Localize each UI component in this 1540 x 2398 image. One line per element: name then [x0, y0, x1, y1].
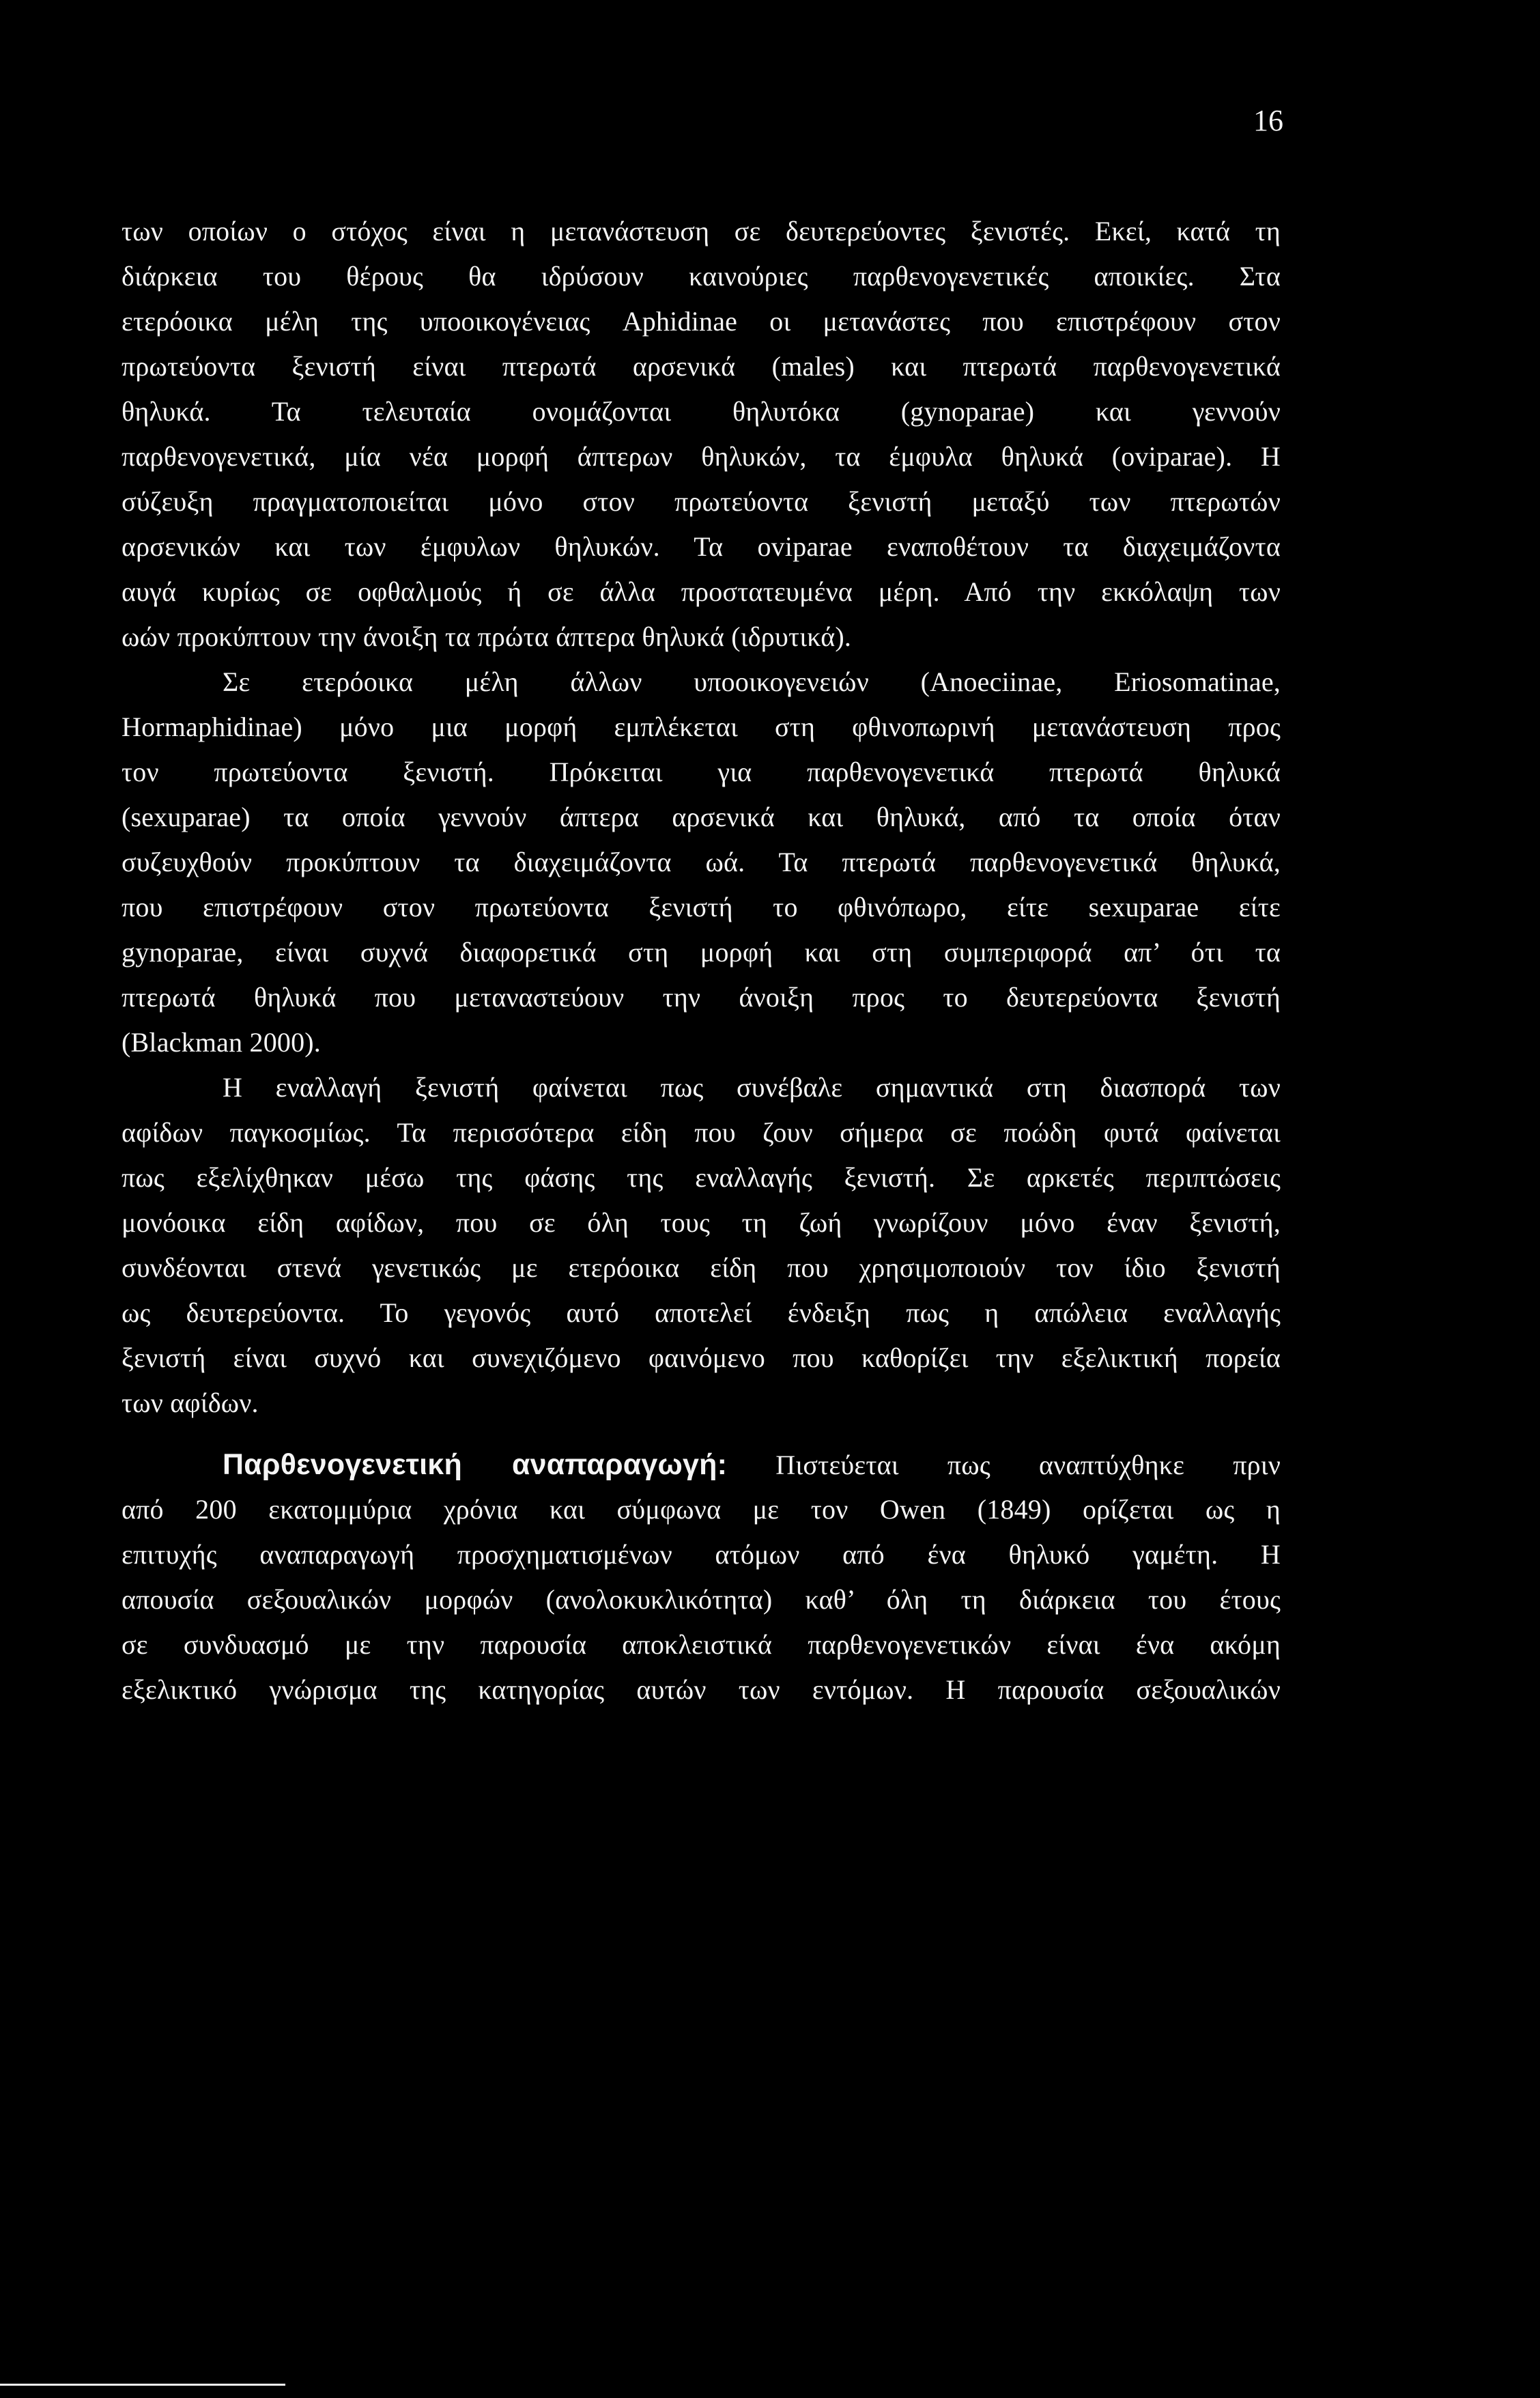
- text-line: εξελικτικό γνώρισμα της κατηγορίας αυτών των εντόμων. Η παρουσία σεξουαλικών: [122, 1674, 1281, 1705]
- text-line: ετερόοικα μέλη της υποοικογένειας Aphidinae οι μετανάστες που επιστρέφουν στον: [122, 306, 1281, 337]
- text-line: (Blackman 2000).: [122, 1027, 322, 1058]
- section-heading-rest: Πιστεύεται πως αναπτύχθηκε πριν: [775, 1450, 1281, 1480]
- text-line: πως εξελίχθηκαν μέσω της φάσης της εναλλαγής ξενιστή. Σε αρκετές περιπτώσεις: [122, 1162, 1281, 1193]
- text-line: συζευχθούν προκύπτουν τα διαχειμάζοντα ωά. Τα πτερωτά παρθενογενετικά θηλυκά,: [122, 847, 1281, 877]
- text-line: ωών προκύπτουν την άνοιξη τα πρώτα άπτερα θηλυκά (ιδρυτικά).: [122, 621, 852, 652]
- text-line: μονόοικα είδη αφίδων, που σε όλη τους τη ζωή γνωρίζουν μόνο έναν ξενιστή,: [122, 1207, 1281, 1238]
- text-line: (sexuparae) τα οποία γεννούν άπτερα αρσενικά και θηλυκά, από τα οποία όταν: [122, 802, 1281, 832]
- text-line: των οποίων ο στόχος είναι η μετανάστευση σε δευτερεύοντες ξενιστές. Εκεί, κατά τη: [122, 216, 1281, 246]
- section-heading: Παρθενογενετική αναπαραγωγή:: [223, 1448, 728, 1481]
- text-line: αυγά κυρίως σε οφθαλμούς ή σε άλλα προστατευμένα μέρη. Από την εκκόλαψη των: [122, 576, 1281, 607]
- footnote-rule: [0, 2384, 285, 2386]
- text-line: πτερωτά θηλυκά που μεταναστεύουν την άνοιξη προς το δευτερεύοντα ξενιστή: [122, 982, 1281, 1013]
- text-line: ξενιστή είναι συχνό και συνεχιζόμενο φαινόμενο που καθορίζει την εξελικτική πορεία: [122, 1342, 1281, 1373]
- text-line: θηλυκά. Τα τελευταία ονομάζονται θηλυτόκα (gynoparae) και γεννούν: [122, 396, 1281, 427]
- text-line: αρσενικών και των έμφυλων θηλυκών. Τα oviparae εναποθέτουν τα διαχειμάζοντα: [122, 531, 1281, 562]
- text-line: Hormaphidinae) μόνο μια μορφή εμπλέκεται στη φθινοπωρινή μετανάστευση προς: [122, 711, 1281, 742]
- text-line: σύζευξη πραγματοποιείται μόνο στον πρωτεύοντα ξενιστή μεταξύ των πτερωτών: [122, 486, 1281, 517]
- text-line: συνδέονται στενά γενετικώς με ετερόοικα είδη που χρησιμοποιούν τον ίδιο ξενιστή: [122, 1252, 1281, 1283]
- text-line: από 200 εκατομμύρια χρόνια και σύμφωνα με τον Owen (1849) ορίζεται ως η: [122, 1494, 1281, 1525]
- text-line: Σε ετερόοικα μέλη άλλων υποοικογενειών (Anoeciinae, Eriosomatinae,: [223, 666, 1281, 697]
- text-line: ως δευτερεύοντα. Το γεγονός αυτό αποτελεί ένδειξη πως η απώλεια εναλλαγής: [122, 1297, 1281, 1328]
- text-line: σε συνδυασμό με την παρουσία αποκλειστικά παρθενογενετικών είναι ένα ακόμη: [122, 1629, 1281, 1660]
- text-line: που επιστρέφουν στον πρωτεύοντα ξενιστή το φθινόπωρο, είτε sexuparae είτε: [122, 892, 1281, 922]
- text-line: πρωτεύοντα ξενιστή είναι πτερωτά αρσενικά (males) και πτερωτά παρθενογενετικά: [122, 351, 1281, 382]
- text-line: επιτυχής αναπαραγωγή προσχηματισμένων ατόμων από ένα θηλυκό γαμέτη. Η: [122, 1539, 1281, 1570]
- text-line: των αφίδων.: [122, 1387, 259, 1418]
- text-line: gynoparae, είναι συχνά διαφορετικά στη μορφή και στη συμπεριφορά απ’ ότι τα: [122, 937, 1281, 968]
- section-first-line: [122, 1447, 1281, 1482]
- text-line: απουσία σεξουαλικών μορφών (ανολοκυκλικότητα) καθ’ όλη τη διάρκεια του έτους: [122, 1584, 1281, 1615]
- text-line: διάρκεια του θέρους θα ιδρύσουν καινούριες παρθενογενετικές αποικίες. Στα: [122, 261, 1281, 292]
- text-line: αφίδων παγκοσμίως. Τα περισσότερα είδη που ζουν σήμερα σε ποώδη φυτά φαίνεται: [122, 1117, 1281, 1148]
- text-line: τον πρωτεύοντα ξενιστή. Πρόκειται για παρθενογενετικά πτερωτά θηλυκά: [122, 757, 1281, 787]
- text-line: παρθενογενετικά, μία νέα μορφή άπτερων θηλυκών, τα έμφυλα θηλυκά (oviparae). Η: [122, 441, 1281, 472]
- text-line: Η εναλλαγή ξενιστή φαίνεται πως συνέβαλε σημαντικά στη διασπορά των: [223, 1072, 1281, 1103]
- page-number: 16: [1253, 104, 1283, 137]
